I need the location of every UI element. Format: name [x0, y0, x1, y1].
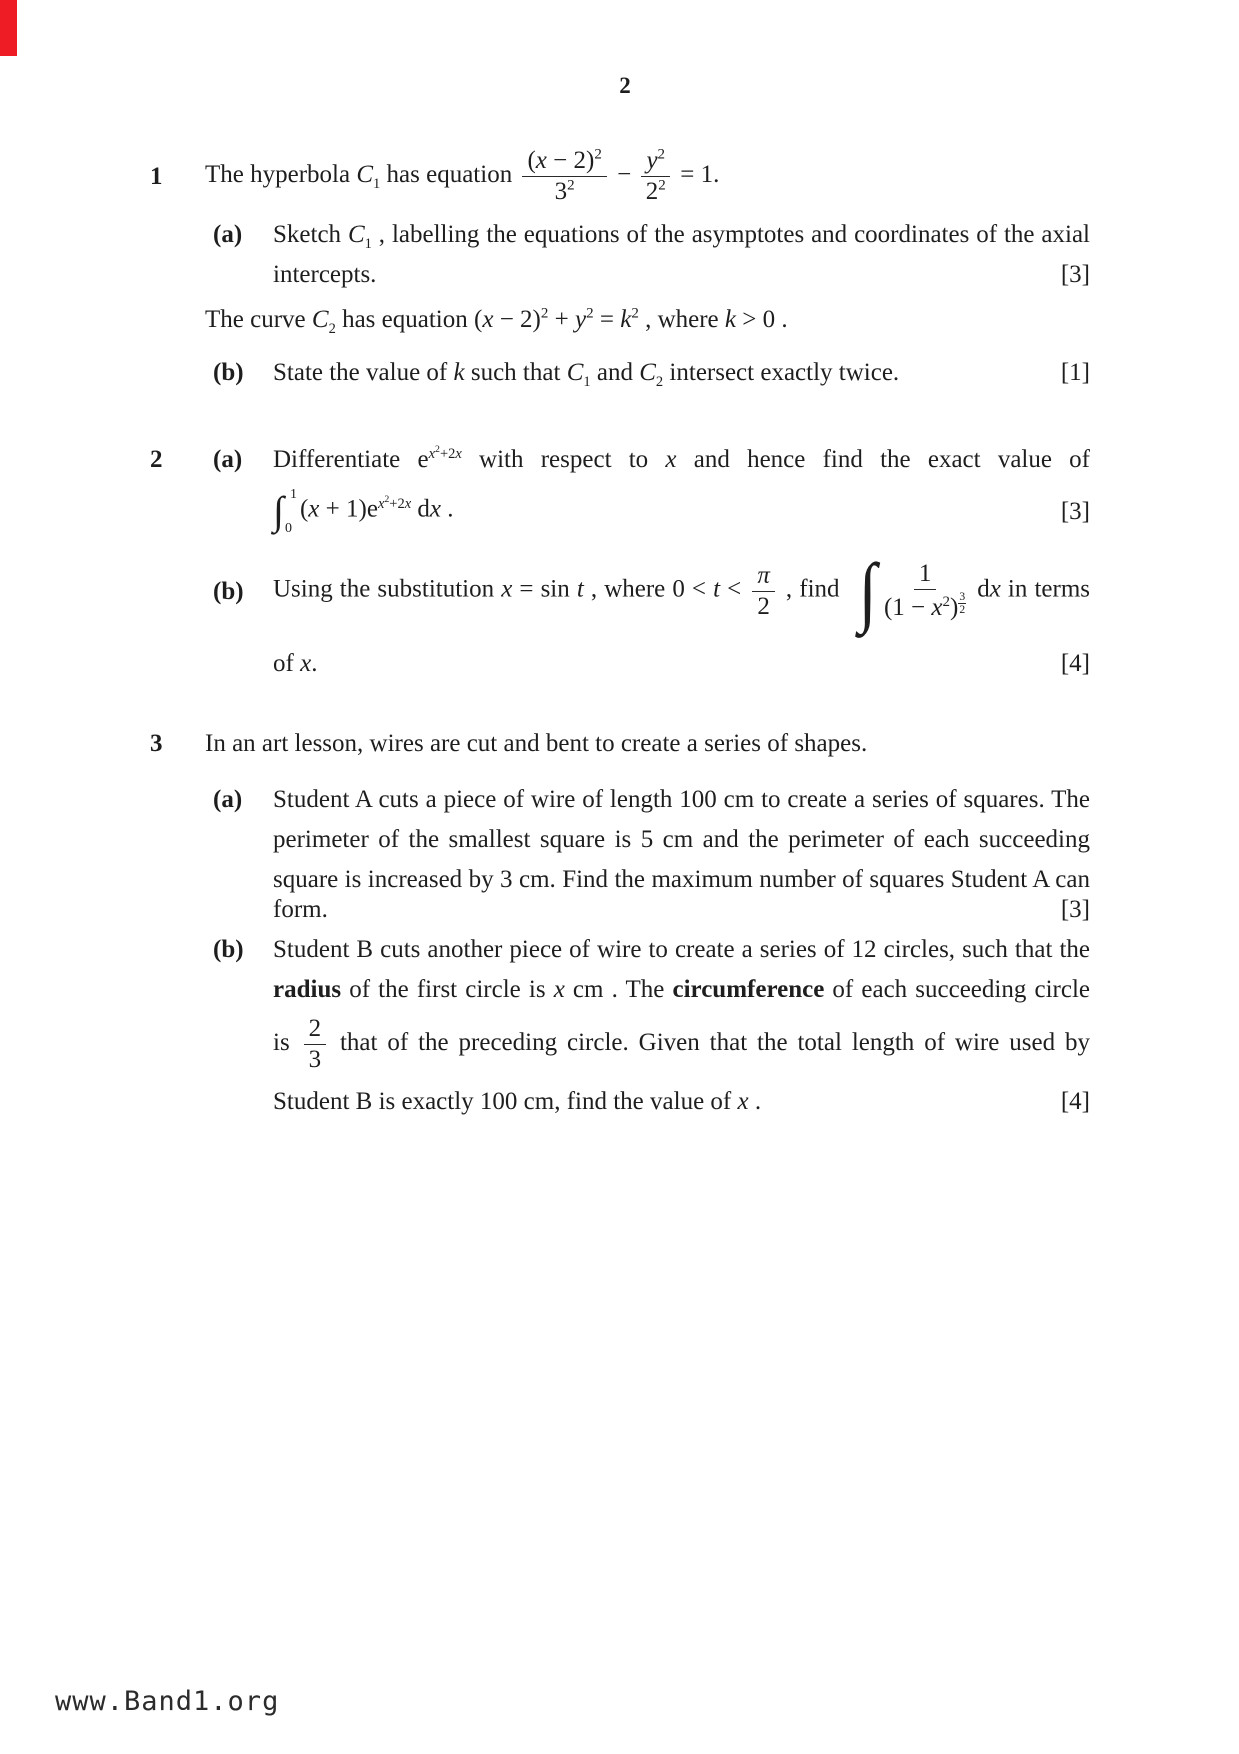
q3b-line2: radius of the first circle is x cm . The circumference of each succeeding circle: [273, 976, 1090, 1003]
q1-curve-line: The curve $C_2$ has equation $(x - 2)^2 + y^2 = k^2$ , where k > 0 .: [205, 305, 788, 337]
q2a-mark: [3]: [1060, 498, 1090, 525]
q3a-mark: [3]: [1060, 896, 1090, 923]
q3b-line4: Student B is exactly 100 cm, find the value of x .: [273, 1088, 762, 1115]
q3a-line1: Student A cuts a piece of wire of length 100 cm to create a series of squares. The: [273, 786, 1090, 813]
q3b-line1: Student B cuts another piece of wire to create a series of 12 circles, such that the: [273, 936, 1090, 963]
q1b-label: (b): [213, 359, 244, 386]
q3b-mark: [4]: [1060, 1088, 1090, 1115]
question-1-number: 1: [150, 163, 163, 190]
red-scan-mark: [0, 0, 17, 56]
q2b-mark: [4]: [1060, 650, 1090, 677]
q3a-line4: form.: [273, 896, 328, 923]
q3b-label: (b): [213, 936, 244, 963]
question-3-number: 3: [150, 730, 163, 757]
q2a-integral-line: ∫ 1 0 $(x + 1)ex^2+2x$ dx .: [273, 487, 454, 536]
q2a-line1: Differentiate $ex^2+2x$ with respect to x and hence find the exact value of: [273, 444, 1091, 473]
q3a-line3: square is increased by 3 cm. Find the maximum number of squares Student A can: [273, 866, 1090, 893]
q1a-line1: Sketch $C_1$ , labelling the equations of the asymptotes and coordinates of the axial: [273, 221, 1090, 252]
q2b-label: (b): [213, 578, 244, 605]
q3b-line3: is $\frac{2}{3}$ that of the preceding circle. Given that the total length of wire used by: [273, 1015, 1090, 1073]
q3a-label: (a): [213, 786, 243, 813]
q3a-line2: perimeter of the smallest square is 5 cm and the perimeter of each succeeding: [273, 826, 1090, 853]
q1a-line2: intercepts.: [273, 261, 377, 288]
q2b-line2: of x.: [273, 650, 318, 677]
page-number: 2: [619, 73, 631, 98]
q2b-line1: Using the substitution x = sin t , where 0 < t < $\frac{\pi}{2}$ , find ∫ 1 $(1 - x^2)$ $\frac{3}{2}$ dx in terms: [273, 547, 1090, 634]
q2a-label: (a): [213, 446, 243, 473]
q1a-label: (a): [213, 221, 243, 248]
footer-url: www.Band1.org: [55, 1686, 280, 1717]
q1-equation-line: The hyperbola $C_1$ has equation $\frac{(x - 2)^2}{3^2}$ − $\frac{y^2}{2^2}$ = 1.: [205, 146, 720, 205]
question-2-number: 2: [150, 446, 163, 473]
q1b-mark: [1]: [1060, 359, 1090, 386]
q3-intro: In an art lesson, wires are cut and bent to create a series of shapes.: [205, 730, 868, 757]
q1a-mark: [3]: [1060, 261, 1090, 288]
q1b-line: State the value of k such that $C_1$ and $C_2$ intersect exactly twice.: [273, 359, 900, 390]
